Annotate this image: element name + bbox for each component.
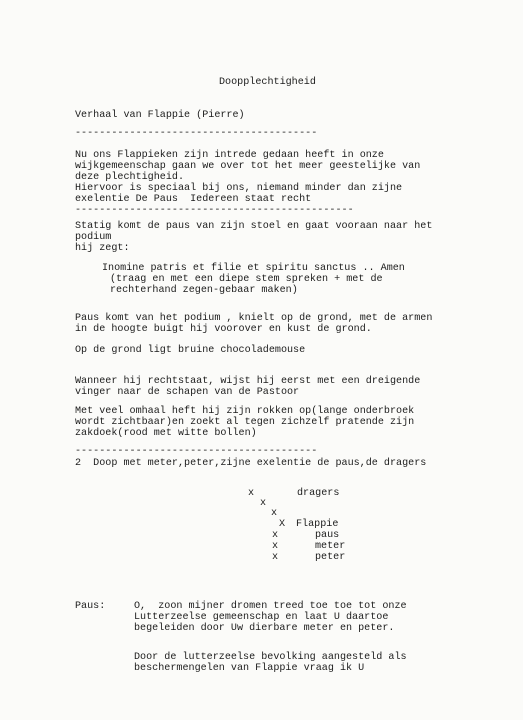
inomine-line-2: (traag en met een diepe stem spreken + met de: [110, 274, 383, 285]
diagram-mark-meter: x: [272, 541, 279, 552]
met-veel-line-3: zakdoek(rood met witte bollen): [75, 428, 257, 439]
inomine-line-1: Inomine patris et filie et spiritu sanctus .. Amen: [102, 263, 405, 274]
diagram-label-paus: paus: [315, 530, 340, 541]
statig-line-3: hij zegt:: [75, 243, 130, 254]
intro-line-5: exelentie De Paus Iedereen staat recht: [75, 194, 312, 205]
diagram-mark-peter: x: [272, 552, 279, 563]
paus-speech-line-1: O, zoon mijner dromen treed toe toe tot onze: [134, 601, 407, 612]
inomine-line-3: rechterhand zegen-gebaar maken): [110, 285, 298, 296]
diagram-mark-2: x: [260, 498, 267, 509]
statig-line-2: podium: [75, 232, 112, 243]
diagram-label-flappie: Flappie: [296, 519, 339, 530]
met-veel-line-2: wordt zichtbaar)en zoekt al tegen zichzelf pratende zijn: [75, 417, 415, 428]
met-veel-line-1: Met veel omhaal heft hij zijn rokken op(lange onderbroek: [75, 406, 415, 417]
diagram-mark-flappie: X: [279, 519, 286, 530]
closing-line-2: beschermengelen van Flappie vraag ik U: [134, 663, 365, 674]
intro-line-3: deze plechtigheid.: [75, 172, 185, 183]
divider-3: ----------------------------------------: [75, 446, 318, 457]
document-title: Doopplechtigheid: [219, 77, 316, 88]
closing-line-1: Door de lutterzeelse bevolking aangesteld als: [134, 652, 407, 663]
paus-komt-line-2: in de hoogte buigt hij voorover en kust de grond.: [75, 324, 372, 335]
diagram-label-dragers: dragers: [297, 488, 340, 499]
diagram-label-peter: peter: [315, 552, 346, 563]
wanneer-line-2: vinger naar de schapen van de Pastoor: [75, 387, 300, 398]
paus-speaker-label: Paus:: [75, 601, 106, 612]
divider-1: ----------------------------------------: [75, 128, 318, 139]
intro-line-4: Hiervoor is speciaal bij ons, niemand minder dan zijne: [75, 183, 403, 194]
diagram-mark-3: x: [271, 508, 278, 519]
intro-line-2: wijkgemeenschap gaan we over tot het meer geestelijke van: [75, 161, 421, 172]
paus-speech-line-2: Lutterzeelse gemeenschap en laat U daartoe: [134, 612, 389, 623]
section-2-heading: 2 Doop met meter,peter,zijne exelentie de paus,de dragers: [75, 458, 427, 469]
statig-line-1: Statig komt de paus van zijn stoel en gaat vooraan naar het: [75, 221, 433, 232]
grond-line: Op de grond ligt bruine chocolademouse: [75, 345, 306, 356]
intro-line-1: Nu ons Flappieken zijn intrede gedaan heeft in onze: [75, 150, 384, 161]
story-subtitle: Verhaal van Flappie (Pierre): [75, 110, 245, 121]
paus-speech-line-3: begeleiden door Uw dierbare meter en peter.: [134, 623, 395, 634]
divider-2: ----------------------------------------------: [75, 205, 354, 216]
diagram-mark-paus: x: [272, 530, 279, 541]
wanneer-line-1: Wanneer hij rechtstaat, wijst hij eerst met een dreigende: [75, 376, 421, 387]
diagram-mark-dragers: x: [248, 488, 255, 499]
diagram-label-meter: meter: [315, 541, 346, 552]
paus-komt-line-1: Paus komt van het podium , knielt op de grond, met de armen: [75, 313, 433, 324]
